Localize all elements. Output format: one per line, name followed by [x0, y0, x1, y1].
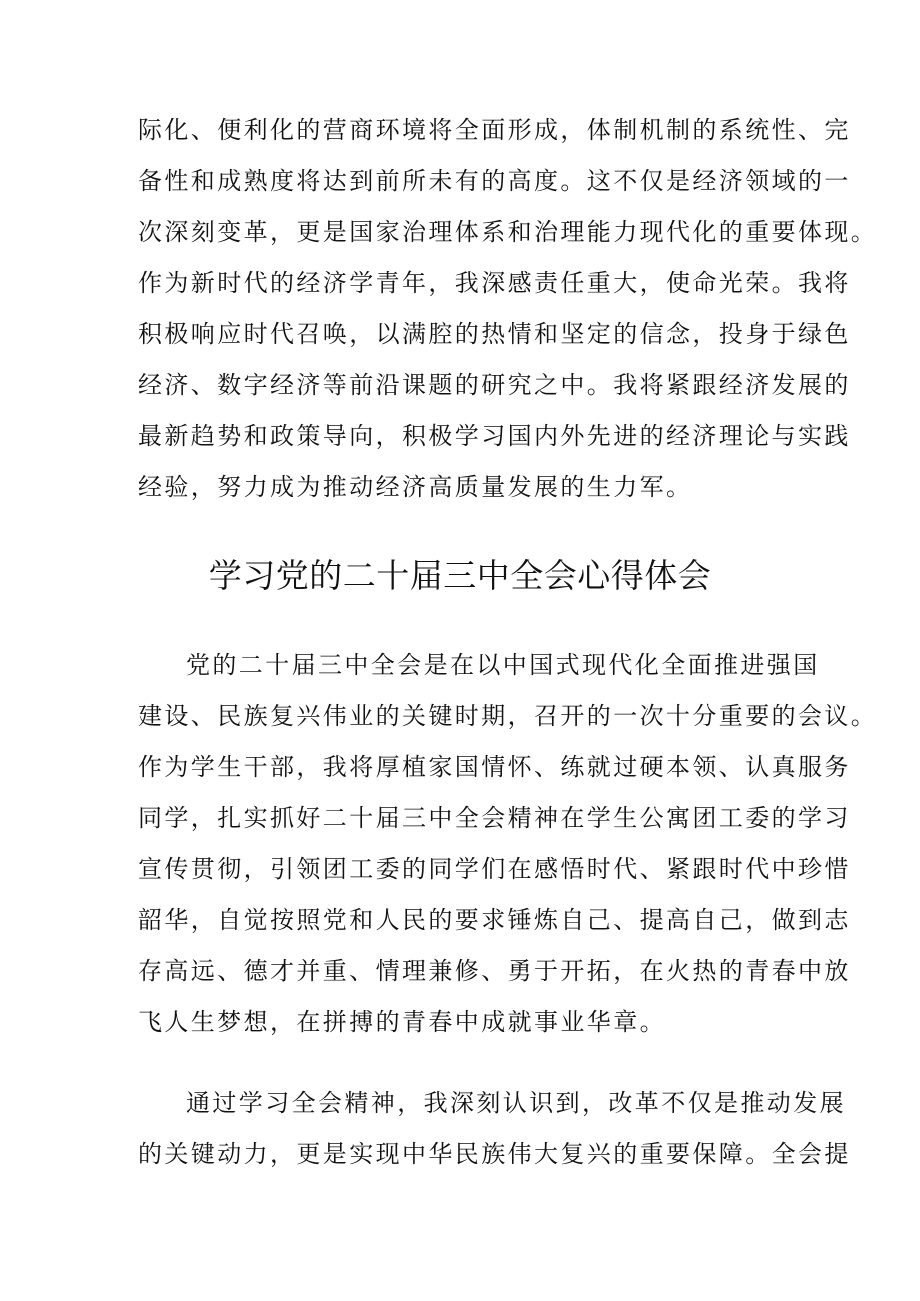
paragraph-line: 作为新时代的经济学青年，我深感责任重大，使命光荣。我将	[138, 269, 851, 297]
paragraph-line: 韶华，自觉按照党和人民的要求锤炼自己、提高自己，做到志	[138, 906, 851, 934]
paragraph-body	[138, 1078, 851, 1180]
paragraph-line: 同学，扎实抓好二十届三中全会精神在学生公寓团工委的学习	[138, 804, 851, 832]
paragraph-line: 次深刻变革，更是国家治理体系和治理能力现代化的重要体现。	[138, 218, 878, 246]
paragraph-line: 建设、民族复兴伟业的关键时期，召开的一次十分重要的会议。	[138, 702, 878, 730]
paragraph-continuation	[138, 105, 878, 513]
paragraph-line: 积极响应时代召唤，以满腔的热情和坚定的信念，投身于绿色	[138, 320, 851, 348]
paragraph-body	[138, 640, 878, 1048]
paragraph-line: 备性和成熟度将达到前所未有的高度。这不仅是经济领域的一	[138, 167, 851, 195]
paragraph-line: 作为学生干部，我将厚植家国情怀、练就过硬本领、认真服务	[138, 753, 851, 781]
document-title: 学习党的二十届三中全会心得体会	[208, 556, 712, 595]
paragraph-line: 飞人生梦想，在拼搏的青春中成就事业华章。	[138, 1008, 666, 1036]
paragraph-line: 存高远、德才并重、情理兼修、勇于开拓，在火热的青春中放	[138, 957, 851, 985]
paragraph-line: 的关键动力，更是实现中华民族伟大复兴的重要保障。全会提	[138, 1140, 851, 1168]
paragraph-line: 党的二十届三中全会是在以中国式现代化全面推进强国	[186, 651, 820, 679]
paragraph-line: 宣传贯彻，引领团工委的同学们在感悟时代、紧跟时代中珍惜	[138, 855, 851, 883]
paragraph-line: 经济、数字经济等前沿课题的研究之中。我将紧跟经济发展的	[138, 371, 851, 399]
paragraph-line: 际化、便利化的营商环境将全面形成，体制机制的系统性、完	[138, 116, 851, 144]
paragraph-line: 最新趋势和政策导向，积极学习国内外先进的经济理论与实践	[138, 422, 851, 450]
paragraph-line: 通过学习全会精神，我深刻认识到，改革不仅是推动发展	[186, 1089, 846, 1117]
paragraph-line: 经验，努力成为推动经济高质量发展的生力军。	[138, 473, 693, 501]
